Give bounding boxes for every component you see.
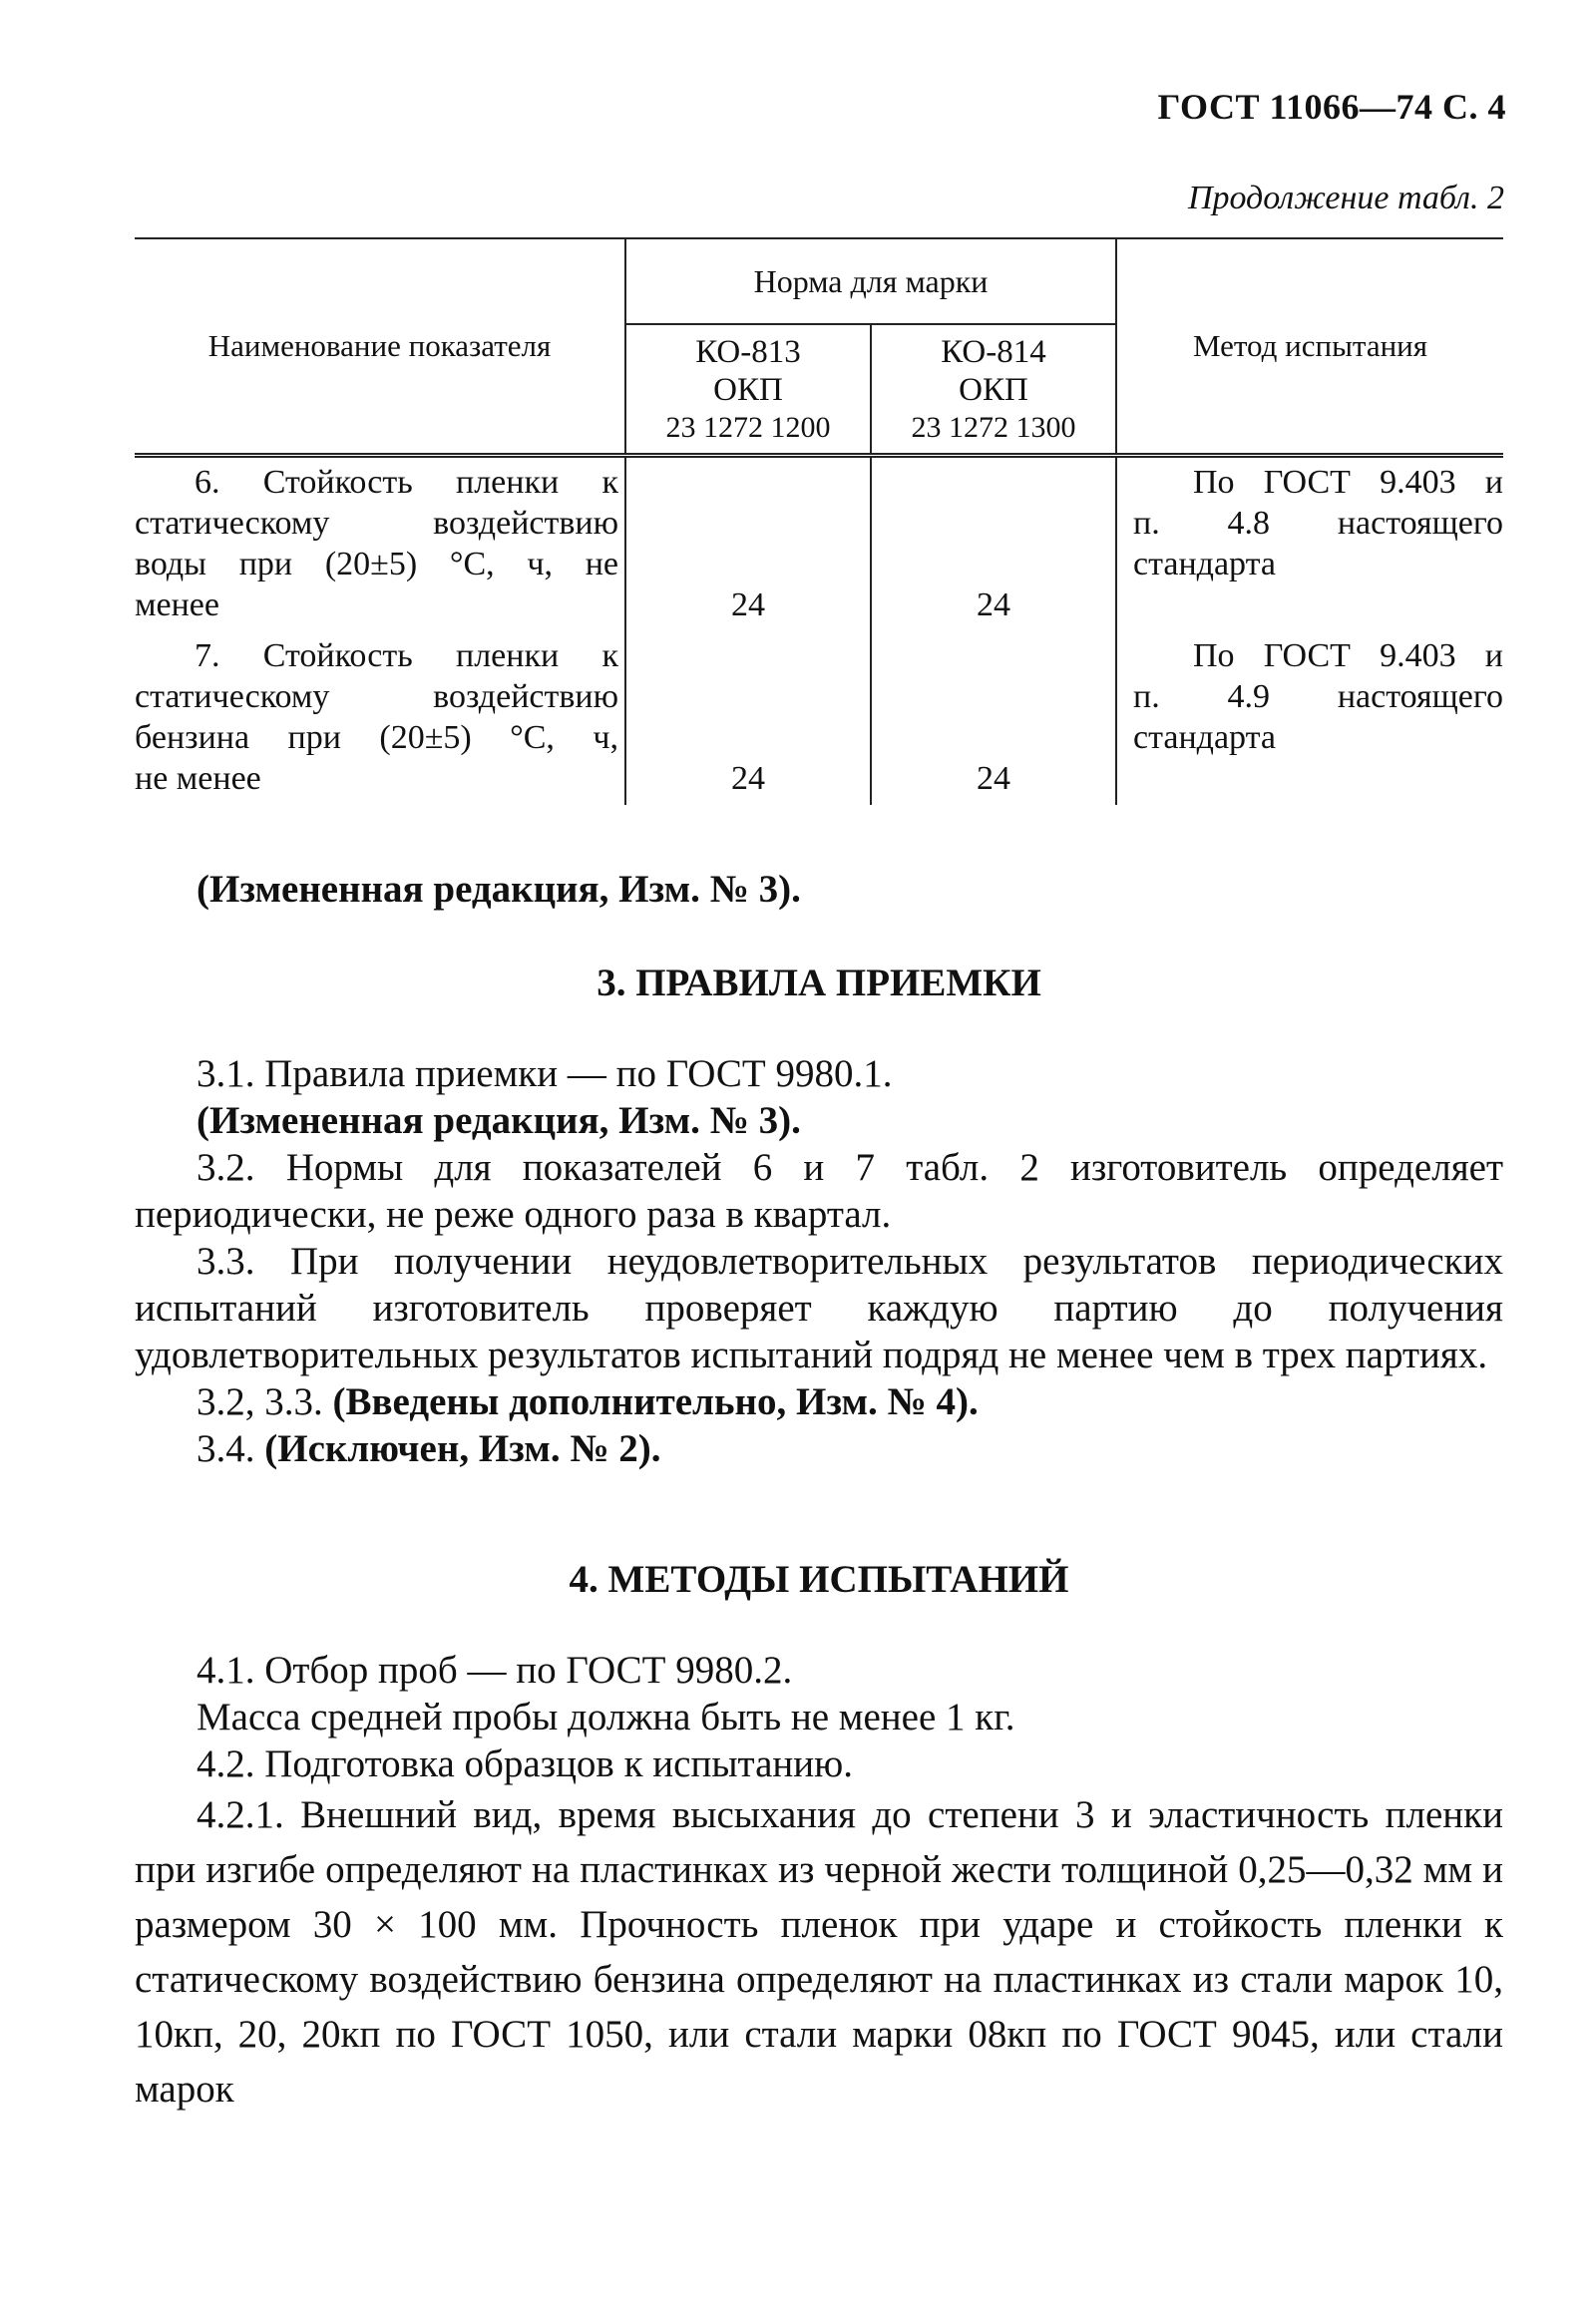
row-name-line: воды при (20±5) °С, ч, не xyxy=(135,546,618,582)
paragraph-number: 3.2, 3.3. xyxy=(197,1380,323,1423)
paragraph-3-2: 3.2. Нормы для показателей 6 и 7 табл. 2 изготовитель определяет периодически, не реже одного раза в квартал. xyxy=(135,1146,1503,1236)
spec-table xyxy=(135,237,1503,805)
paragraph-3-2-3-3 xyxy=(135,1378,1503,1425)
paragraph-3-1: 3.1. Правила приемки — по ГОСТ 9980.1. xyxy=(197,1052,893,1095)
row-name-line: бензина при (20±5) °С, ч, xyxy=(135,719,618,756)
row-method-cell xyxy=(1116,631,1503,805)
section-4-title: 4. МЕТОДЫ ИСПЫТАНИЙ xyxy=(569,1558,1069,1601)
amendment-note: (Исключен, Изм. № 2). xyxy=(264,1427,661,1470)
paragraph-3-4 xyxy=(135,1425,1503,1472)
paragraph-number: 3.4. xyxy=(197,1427,255,1470)
row-method-cell xyxy=(1116,456,1503,632)
paragraph-4-1-mass: Масса средней пробы должна быть не менее 1 кг. xyxy=(197,1696,1015,1738)
row-method-line: По ГОСТ 9.403 и xyxy=(1193,464,1503,501)
row-name-line: статическому воздействию xyxy=(135,505,618,542)
table-row xyxy=(135,456,1503,632)
mark-code: 23 1272 1200 xyxy=(665,411,831,444)
paragraph-4-2-1: 4.2.1. Внешний вид, время высыхания до степени 3 и эластичность пленки при изгибе определяют на пластинках из черной жести толщиной 0,25—0,32 мм и размером 30 × 100 мм. Прочность пленок при ударе и стойкость пленки к статическому воздействию бензина определяют на пластинках из стали марок 10, 10кп, 20, 20кп по ГОСТ 1050, или стали марки 08кп по ГОСТ 9045, или стали марок xyxy=(135,1793,1503,2111)
paragraph-4-1: 4.1. Отбор проб — по ГОСТ 9980.2. xyxy=(197,1649,793,1692)
section-3-title: 3. ПРАВИЛА ПРИЕМКИ xyxy=(597,962,1041,1004)
mark-name: КО-814 xyxy=(941,334,1046,370)
amendment-note: (Введены дополнительно, Изм. № 4). xyxy=(332,1380,979,1423)
document-header: ГОСТ 11066—74 С. 4 xyxy=(1157,87,1506,127)
mark-okp: ОКП xyxy=(959,372,1028,408)
row-value-cell: 24 xyxy=(871,631,1116,805)
row-name-line: статическому воздействию xyxy=(135,678,618,715)
mark-code: 23 1272 1300 xyxy=(911,411,1076,444)
amendment-note: (Измененная редакция, Изм. № 3). xyxy=(197,1099,801,1142)
row-method-line: п. 4.9 настоящего xyxy=(1133,678,1503,715)
paragraph-4-2: 4.2. Подготовка образцов к испытанию. xyxy=(197,1742,854,1785)
row-method-line: п. 4.8 настоящего xyxy=(1133,505,1503,542)
amendment-note: (Измененная редакция, Изм. № 3). xyxy=(197,868,801,911)
mark-okp: ОКП xyxy=(713,372,783,408)
row-method-line: стандарта xyxy=(1133,546,1276,582)
row-name-line: 6. Стойкость пленки к xyxy=(195,464,618,501)
row-method-line: По ГОСТ 9.403 и xyxy=(1193,637,1503,674)
row-value-cell: 24 xyxy=(871,456,1116,632)
paragraph-3-3: 3.3. При получении неудовлетворительных результатов периодических испытаний изготовитель проверяет каждую партию до получения удовлетворительных результатов испытаний подряд не менее чем в трех партиях. xyxy=(135,1240,1503,1376)
section-3 xyxy=(135,960,1503,1472)
column-header-mark-1 xyxy=(625,324,871,456)
table-row xyxy=(135,631,1503,805)
row-value-cell: 24 xyxy=(625,631,871,805)
column-header-norm: Норма для марки xyxy=(625,238,1116,324)
row-name-cell xyxy=(135,631,625,805)
mark-name: КО-813 xyxy=(695,334,801,370)
column-header-mark-2 xyxy=(871,324,1116,456)
row-value-cell: 24 xyxy=(625,456,871,632)
column-header-name: Наименование показателя xyxy=(135,238,625,456)
row-name-line: менее xyxy=(135,586,219,623)
table-note xyxy=(135,866,1503,913)
row-name-line: 7. Стойкость пленки к xyxy=(195,637,618,674)
row-name-cell xyxy=(135,456,625,632)
table-continuation-label: Продолжение табл. 2 xyxy=(1187,180,1504,216)
row-name-line: не менее xyxy=(135,760,261,797)
column-header-method: Метод испытания xyxy=(1116,238,1503,456)
section-4 xyxy=(135,1556,1503,2117)
row-method-line: стандарта xyxy=(1133,719,1276,756)
